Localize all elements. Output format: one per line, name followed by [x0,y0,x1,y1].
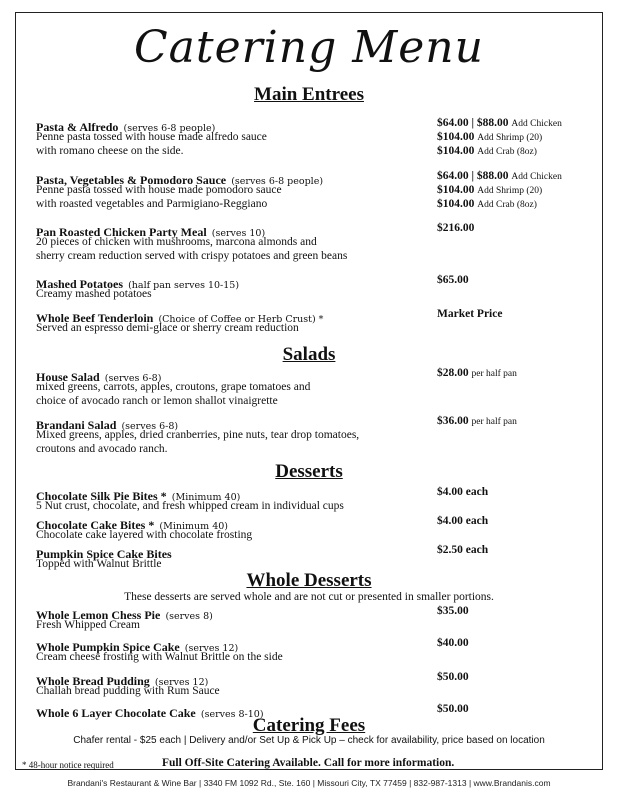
menu-item-name: Mashed Potatoes (half pan serves 10-15) [36,277,240,291]
menu-item-name: Pan Roasted Chicken Party Meal (serves 10) [36,225,266,239]
menu-item-name: Whole 6 Layer Chocolate Cake (serves 8-10) [36,706,264,720]
menu-item-price: $40.00 [437,637,469,649]
menu-item-desc: sherry cream reduction served with crispy potatoes and green beans [36,250,348,262]
menu-item-name: Pasta, Vegetables & Pomodoro Sauce (serves 6-8 people) [36,173,324,187]
menu-item-desc: Challah bread pudding with Rum Sauce [36,685,220,697]
menu-item-name: Whole Bread Pudding (serves 12) [36,674,209,688]
menu-item-desc: Chocolate cake layered with chocolate frosting [36,529,253,541]
menu-item-name: Brandani Salad (serves 6-8) [36,418,179,432]
menu-item-desc: with roasted vegetables and Parmigiano-Reggiano [36,198,268,210]
menu-item-price: $35.00 [437,605,469,617]
menu-item-price: $104.00 Add Shrimp (20) [437,131,543,143]
catering-fees-text: Chafer rental - $25 each | Delivery and/or Set Up & Pick Up – check for availability, price based on location [73,735,545,746]
whole-desserts-note: These desserts are served whole and are not cut or presented in smaller portions. [124,591,494,603]
menu-item-price: $28.00 per half pan [437,367,517,379]
section-catering-fees: Catering Fees [252,715,366,736]
menu-item-desc: 20 pieces of chicken with mushrooms, marcona almonds and [36,236,317,248]
menu-item-name: Pumpkin Spice Cake Bites [36,547,172,561]
section-desserts: Desserts [275,461,343,482]
menu-item-name: Whole Lemon Chess Pie (serves 8) [36,608,213,622]
menu-item-price: $104.00 Add Crab (8oz) [437,145,537,157]
menu-item-price: $216.00 [437,222,475,234]
menu-item-desc: Fresh Whipped Cream [36,619,140,631]
menu-item-name: Chocolate Cake Bites * (Minimum 40) [36,518,228,532]
menu-title: Catering Menu [134,22,484,73]
menu-item-price: $65.00 [437,274,469,286]
menu-item-price: $4.00 each [437,515,489,527]
menu-item-price: $64.00 | $88.00 Add Chicken [437,170,562,182]
menu-item-desc: Topped with Walnut Brittle [36,558,162,570]
menu-item-desc: choice of avocado ranch or lemon shallot vinaigrette [36,395,278,407]
menu-item-name: House Salad (serves 6-8) [36,370,162,384]
menu-item-desc: Creamy mashed potatoes [36,288,152,300]
menu-item-name: Chocolate Silk Pie Bites * (Minimum 40) [36,489,241,503]
menu-item-name: Whole Beef Tenderloin (Choice of Coffee or Herb Crust) * [36,311,324,325]
restaurant-footer: Brandani's Restaurant & Wine Bar | 3340 FM 1092 Rd., Ste. 160 | Missouri City, TX 77459 | 832-987-1313 | www.Brandanis.com [67,778,551,788]
section-salads: Salads [282,344,336,365]
menu-item-desc: Cream cheese frosting with Walnut Brittle on the side [36,651,283,663]
footnote: * 48-hour notice required [22,760,114,770]
menu-item-price: $64.00 | $88.00 Add Chicken [437,117,562,129]
menu-item-price: $104.00 Add Crab (8oz) [437,198,537,210]
menu-item-name: Whole Pumpkin Spice Cake (serves 12) [36,640,239,654]
menu-item-desc: with romano cheese on the side. [36,145,184,157]
offsite-catering-note: Full Off-Site Catering Available. Call for more information. [162,757,455,769]
section-main-entrees: Main Entrees [254,84,364,105]
menu-item-desc: Penne pasta tossed with house made pomodoro sauce [36,184,282,196]
menu-item-price: $4.00 each [437,486,489,498]
menu-item-price: $50.00 [437,671,469,683]
menu-item-price: $104.00 Add Shrimp (20) [437,184,543,196]
menu-item-desc: Penne pasta tossed with house made alfredo sauce [36,131,267,143]
menu-item-desc: mixed greens, carrots, apples, croutons, grape tomatoes and [36,381,311,393]
menu-item-name: Pasta & Alfredo (serves 6-8 people) [36,120,216,134]
menu-item-desc: Served an espresso demi-glace or sherry cream reduction [36,322,299,334]
menu-item-price: $2.50 each [437,544,489,556]
section-whole-desserts: Whole Desserts [246,570,372,591]
menu-item-price: $50.00 [437,703,469,715]
menu-item-price: Market Price [437,308,503,320]
menu-item-desc: 5 Nut crust, chocolate, and fresh whipped cream in individual cups [36,500,344,512]
menu-item-desc: Mixed greens, apples, dried cranberries, pine nuts, tear drop tomatoes, [36,429,360,441]
menu-item-desc: croutons and avocado ranch. [36,443,168,455]
menu-item-price: $36.00 per half pan [437,415,517,427]
